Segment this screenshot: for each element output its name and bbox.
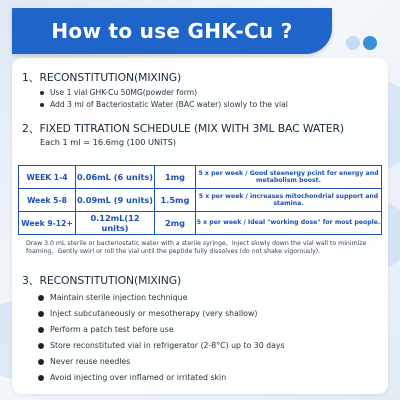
section1-list (40, 87, 288, 111)
list-item: Add 3 ml of Bacteriostatic Water (BAC water) slowly to the vial (40, 99, 288, 111)
section2-heading: 2、FIXED TITRATION SCHEDULE (MIX WITH 3ML BAC WATER) (22, 122, 345, 135)
titration-table (18, 165, 382, 235)
title-banner (12, 8, 332, 54)
list-item: Inject subcutaneously or mesotherapy (very shallow) (38, 306, 285, 322)
light-dot-icon (346, 36, 360, 50)
section3-list (38, 290, 285, 386)
blue-dot-icon (363, 36, 377, 50)
list-item: Maintain sterile injection technique (38, 290, 285, 306)
list-item: Never reuse needles (38, 354, 285, 370)
volume-cell: 0.12mL(12 units) (76, 212, 155, 235)
mixing-instructions: Draw 3.0 mL sterile or bacteriostatic water with a sterile syringe，Inject slowly down the vial wall to minimize foaming，Gently swirl or roll the vial until the peptide fully dissolves (do not shake vigorously). (26, 240, 367, 256)
table-row (19, 189, 382, 212)
dose-cell: 1.5mg (155, 189, 196, 212)
concentration-note: Each 1 ml = 16.6mg (100 UNITS) (40, 137, 176, 147)
section3-heading: 3、RECONSTITUTION(MIXING) (22, 274, 182, 287)
decorative-dots (346, 36, 377, 50)
dose-cell: 2mg (155, 212, 196, 235)
frequency-cell: 5 x per week / Good steenergy pcint for energy and metabolism boost. (196, 166, 382, 189)
table-row (19, 166, 382, 189)
volume-cell: 0.09mL (9 units) (76, 189, 155, 212)
volume-cell: 0.06mL (6 units) (76, 166, 155, 189)
list-item: Store reconstituted vial in refrigerator (2-8°C) up to 30 days (38, 338, 285, 354)
dose-cell: 1mg (155, 166, 196, 189)
week-cell: Week 5-8 (19, 189, 76, 212)
week-cell: Week 9-12+ (19, 212, 76, 235)
table-row (19, 212, 382, 235)
frequency-cell: 5 x per week / increases mitochondrial support and stamina. (196, 189, 382, 212)
list-item: Perform a patch test before use (38, 322, 285, 338)
frequency-cell: 5 x per week / Ideal "working dose" for most people. (196, 212, 382, 235)
list-item: Use 1 vial GHK-Cu 50MG(powder form) (40, 87, 288, 99)
page-title: How to use GHK-Cu ? (51, 19, 293, 43)
list-item: Avoid injecting over inflamed or irritated skin (38, 370, 285, 386)
week-cell: WEEK 1-4 (19, 166, 76, 189)
section1-heading: 1、RECONSTITUTION(MIXING) (22, 71, 182, 84)
